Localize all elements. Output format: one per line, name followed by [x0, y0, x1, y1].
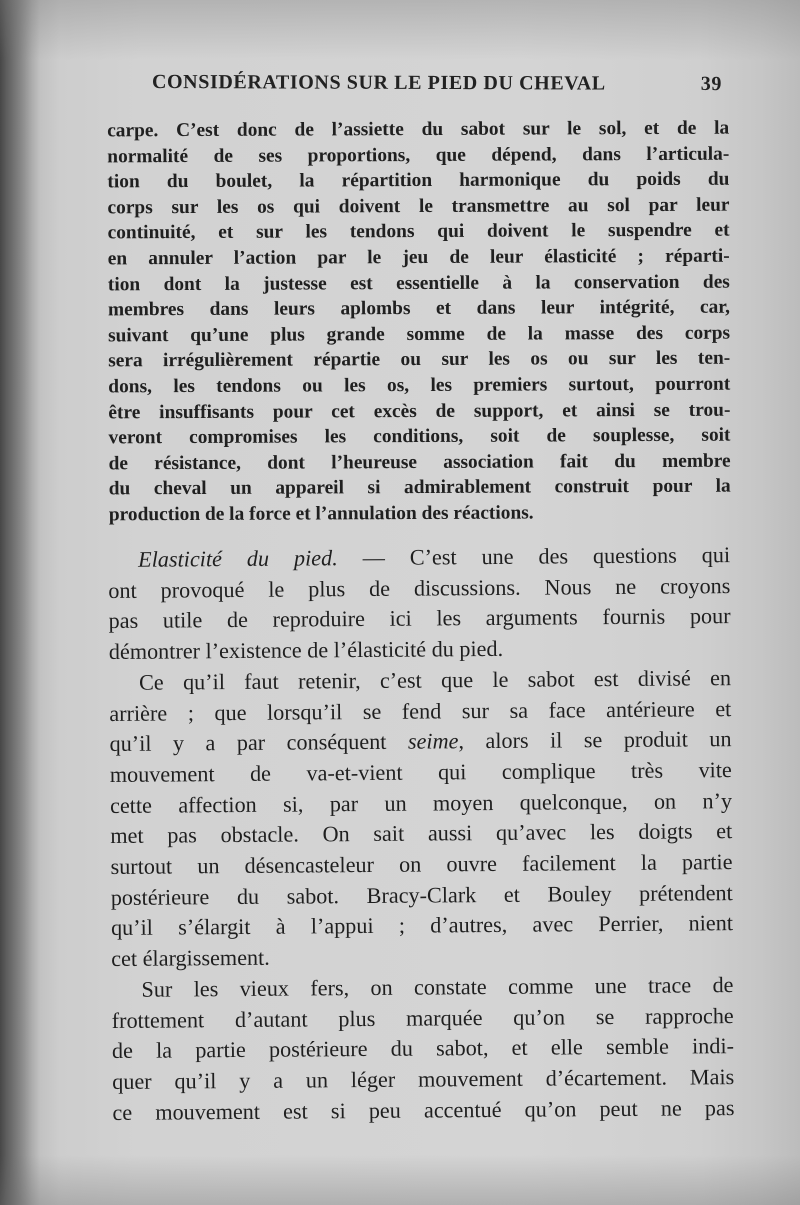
paragraph-3-line-3	[109, 724, 731, 760]
text-line: tion dont la justesse est essentielle à la conservation des	[107, 271, 730, 295]
text-line: Sur les vieux fers, on constate comme une trace de	[141, 971, 734, 1002]
text-line: corps sur les os qui doivent le transmettre au sol par leur	[107, 194, 730, 219]
text-line: Ce qu’il faut retenir, c’est que le sabot est divisé en	[138, 664, 732, 695]
text-line: de résistance, dont l’heureuse association fait du membre	[108, 450, 731, 475]
text-line: arrière ; que lorsqu’il se fend sur sa face antérieure et	[109, 695, 732, 726]
text-line: carpe. C’est donc de l’assiette du sabot sur le sol, et de la	[107, 117, 730, 142]
text-line: en annuler l’action par le jeu de leur élasticité ; réparti-	[107, 245, 730, 270]
running-head-title: CONSIDÉRATIONS SUR LE PIED DU CHEVAL	[151, 71, 606, 95]
text-line: de la partie postérieure du sabot, et elle semble indi-	[111, 1032, 735, 1063]
text-line: du cheval un appareil si admirablement construit pour la	[108, 475, 731, 500]
text-line: sera irrégulièrement répartie ou sur les os ou sur les ten-	[108, 347, 731, 372]
page-number: 39	[700, 72, 723, 95]
text-line: ce mouvement est si peu accentué qu’on peut ne pas	[112, 1094, 735, 1125]
italic-term: seime	[407, 727, 459, 754]
text-line: mouvement de va-et-vient qui complique très vite	[109, 756, 732, 787]
text-line: dons, les tendons ou les os, les premiers surtout, pourront	[108, 373, 731, 398]
text-line: pas utile de reproduire ici les arguments fournis pour	[108, 603, 731, 633]
text-line: quer qu’il y a un léger mouvement d’écartement. Mais	[112, 1063, 735, 1094]
text-line: ont provoqué le plus de discussions. Nous ne croyons	[108, 572, 731, 603]
gutter-shadow	[0, 0, 40, 1205]
text-fragment: qu’il y a par conséquent	[109, 728, 408, 756]
text-fragment: — C’est une des questions qui	[337, 541, 731, 570]
text-line: membres dans leurs aplombs et dans leur intégrité, car,	[107, 296, 730, 321]
section-heading: Elasticité du pied.	[138, 544, 338, 572]
text-fragment: , alors il se produit un	[458, 725, 732, 753]
text-line: tion du boulet, la répartition harmonique du poids du	[107, 168, 730, 193]
paragraph-1	[107, 116, 731, 528]
text-line: cette affection si, par un moyen quelconque, on n’y	[109, 787, 733, 818]
running-head	[152, 71, 722, 96]
text-line: être insuffisants pour cet excès de support, et ainsi se trou-	[108, 399, 731, 423]
page-body	[107, 71, 735, 1128]
text-line: qu’il s’élargit à l’appui ; d’autres, avec Perrier, nient	[110, 910, 734, 940]
text-line: démontrer l’existence de l’élasticité du pied.	[108, 635, 504, 664]
text-line: normalité de ses proportions, que dépend, dans l’articula-	[107, 143, 730, 167]
text-line: postérieure du sabot. Bracy-Clark et Bouley prétendent	[110, 879, 733, 910]
text-line: frottement d’autant plus marquée qu’on se rapproche	[111, 1002, 734, 1033]
text-line: production de la force et l’annulation des réactions.	[108, 502, 534, 526]
main-text	[108, 540, 735, 1128]
bottom-shade	[0, 1155, 800, 1205]
paragraph-2-first-line	[108, 540, 730, 576]
top-shade	[0, 0, 800, 60]
text-line: continuité, et sur les tendons qui doivent le suspendre et	[107, 220, 730, 244]
text-line: met pas obstacle. On sait aussi qu’avec les doigts et	[110, 817, 733, 848]
text-line: cet élargissement.	[111, 944, 270, 971]
text-line: veront compromises les conditions, soit de souplesse, soit	[108, 424, 731, 449]
text-line: suivant qu’une plus grande somme de la masse des corps	[108, 322, 731, 347]
text-line: surtout un désencasteleur on ouvre facilement la partie	[110, 848, 733, 879]
